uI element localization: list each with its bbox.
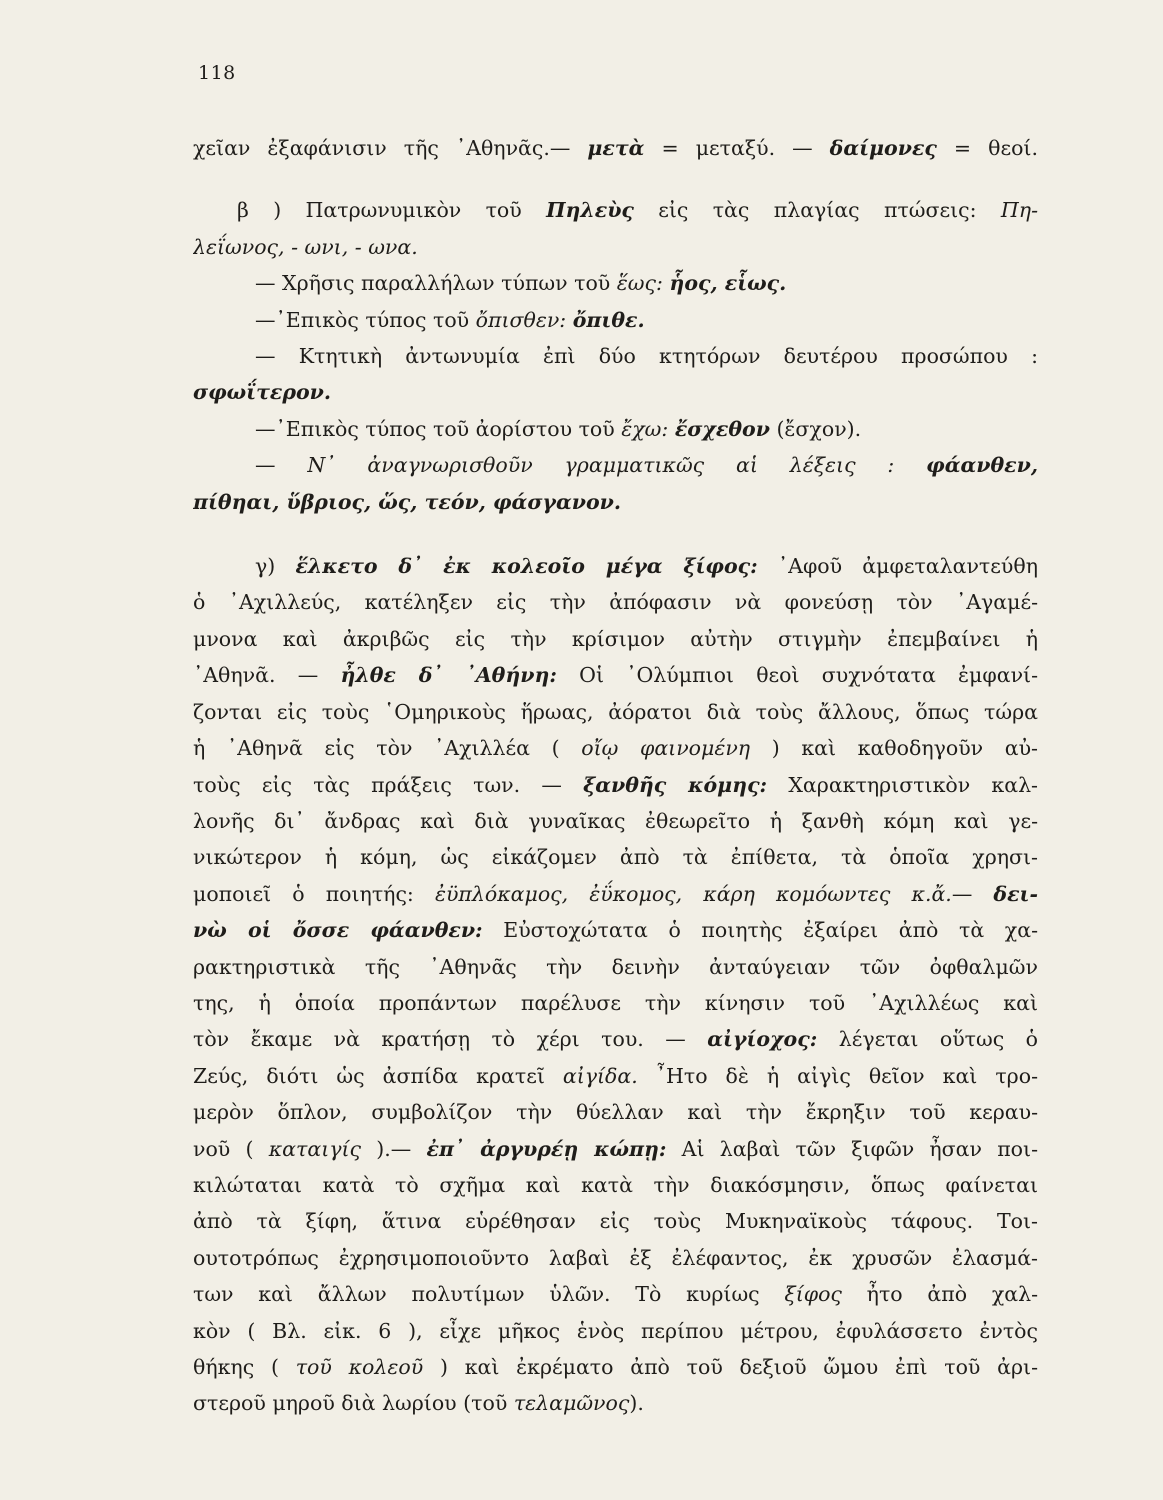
commentary-text [193,130,1038,1422]
text-line: στεροῦ μηροῦ διὰ λωρίου (τοῦ τελαμῶνος). [193,1391,644,1416]
text-line: χεῖαν ἐξαφάνισιν τῆς ᾿Αθηνᾶς.— μετὰ = μεταξύ. — δαίμονες = θεοί. [193,136,1038,160]
text-line: — Ν᾿ ἀναγνωρισθοῦν γραμματικῶς αἱ λέξεις : φάανθεν, [255,453,1038,478]
text-line: λεΐωνος, - ωνι, - ωνα. [193,234,418,259]
text-line: ἡ ᾿Αθηνᾶ εἰς τὸν ᾿Αχιλλέα ( οἴῳ φαινομένη ) καὶ καθοδηγοῦν αὐ- [193,736,1038,761]
text-line: — Κτητικὴ ἀντωνυμία ἐπὶ δύο κτητόρων δευτέρου προσώπου : [255,344,1038,369]
text-line: μερὸν ὅπλον, συμβολίζον τὴν θύελλαν καὶ τὴν ἔκρηξιν τοῦ κεραυ- [193,1100,1038,1125]
text-line: — Χρῆσις παραλλήλων τύπων τοῦ ἕως: ἧος, εἷως. [255,271,787,296]
text-line: ἀπὸ τὰ ξίφη, ἅτινα εὑρέθησαν εἰς τοὺς Μυκηναϊκοὺς τάφους. Τοι- [193,1209,1038,1234]
text-line: κὸν ( Βλ. εἰκ. 6 ), εἶχε μῆκος ἑνὸς περίπου μέτρου, ἐφυλάσσετο ἐντὸς [193,1318,1038,1343]
text-line: ουτοτρόπως ἐχρησιμοποιοῦντο λαβαὶ ἐξ ἐλέφαντος, ἐκ χρυσῶν ἐλασμά- [193,1245,1038,1270]
text-line: ρακτηριστικὰ τῆς ᾿Αθηνᾶς τὴν δεινὴν ἀνταύγειαν τῶν ὀφθαλμῶν [193,954,1038,979]
text-line: νὼ οἱ ὄσσε φάανθεν: Εὐστοχώτατα ὁ ποιητὴς ἐξαίρει ἀπὸ τὰ χα- [193,918,1038,943]
text-line: κιλώταται κατὰ τὸ σχῆμα καὶ κατὰ τὴν διακόσμησιν, ὅπως φαίνεται [193,1172,1038,1197]
text-line: θήκης ( τοῦ κολεοῦ ) καὶ ἐκρέματο ἀπὸ τοῦ δεξιοῦ ὤμου ἐπὶ τοῦ ἀρι- [193,1355,1038,1379]
text-line: της, ἡ ὁποία προπάντων παρέλυσε τὴν κίνησιν τοῦ ᾿Αχιλλέως καὶ [193,990,1038,1015]
text-line: νικώτερον ἡ κόμη, ὡς εἰκάζομεν ἀπὸ τὰ ἐπίθετα, τὰ ὁποῖα χρησι- [193,845,1038,870]
text-line: —᾿Επικὸς τύπος τοῦ ἀορίστου τοῦ ἔχω: ἔσχεθον (ἔσχον). [255,416,862,441]
text-line: —᾿Επικὸς τύπος τοῦ ὄπισθεν: ὄπιθε. [255,307,645,332]
text-line: μνονα καὶ ἀκριβῶς εἰς τὴν κρίσιμον αὐτὴν στιγμὴν ἐπεμβαίνει ἡ [193,626,1038,651]
text-line: β ) Πατρωνυμικὸν τοῦ Πηλεὺς εἰς τὰς πλαγίας πτώσεις: Πη- [237,198,1038,223]
text-line: των καὶ ἄλλων πολυτίμων ὑλῶν. Τὸ κυρίως ξίφος ἦτο ἀπὸ χαλ- [193,1282,1038,1307]
page-number: 118 [198,62,236,84]
text-line: τοὺς εἰς τὰς πράξεις των. — ξανθῆς κόμης: Χαρακτηριστικὸν καλ- [193,772,1038,797]
text-line: πίθηαι, ὕβριος, ὥς, τεόν, φάσγανον. [193,489,621,514]
text-line: Ζεύς, διότι ὡς ἀσπίδα κρατεῖ αἰγίδα. ῏Ητο δὲ ἡ αἰγὶς θεῖον καὶ τρο- [193,1063,1038,1088]
text-line: ζονται εἰς τοὺς ῾Ομηρικοὺς ἥρωας, ἀόρατοι διὰ τοὺς ἄλλους, ὅπως τώρα [193,699,1038,724]
text-line: τὸν ἔκαμε νὰ κρατήσῃ τὸ χέρι του. — αἰγίοχος: λέγεται οὕτως ὁ [193,1027,1038,1052]
text-line: λονῆς δι᾿ ἄνδρας καὶ διὰ γυναῖκας ἐθεωρεῖτο ἡ ξανθὴ κόμη καὶ γε- [193,808,1038,833]
text-line: σφωΐτερον. [193,380,332,405]
text-line: μοποιεῖ ὁ ποιητής: ἐϋπλόκαμος, ἐΰκομος, κάρη κομόωντες κ.ἄ.— δει- [193,881,1038,906]
text-line: ᾿Αθηνᾶ. — ἦλθε δ᾿ ᾿Αθήνη: Οἱ ᾿Ολύμπιοι θεοὶ συχνότατα ἐμφανί- [193,663,1038,688]
text-line: γ) ἕλκετο δ᾿ ἐκ κολεοῖο μέγα ξίφος: ᾿Αφοῦ ἀμφεταλαντεύθη [255,554,1038,579]
text-line: ὁ ᾿Αχιλλεύς, κατέληξεν εἰς τὴν ἀπόφασιν νὰ φονεύσῃ τὸν ᾿Αγαμέ- [193,590,1038,615]
text-line: νοῦ ( καταιγίς ).— ἐπ᾿ ἀργυρέῃ κώπῃ: Αἱ λαβαὶ τῶν ξιφῶν ἦσαν ποι- [193,1136,1038,1161]
